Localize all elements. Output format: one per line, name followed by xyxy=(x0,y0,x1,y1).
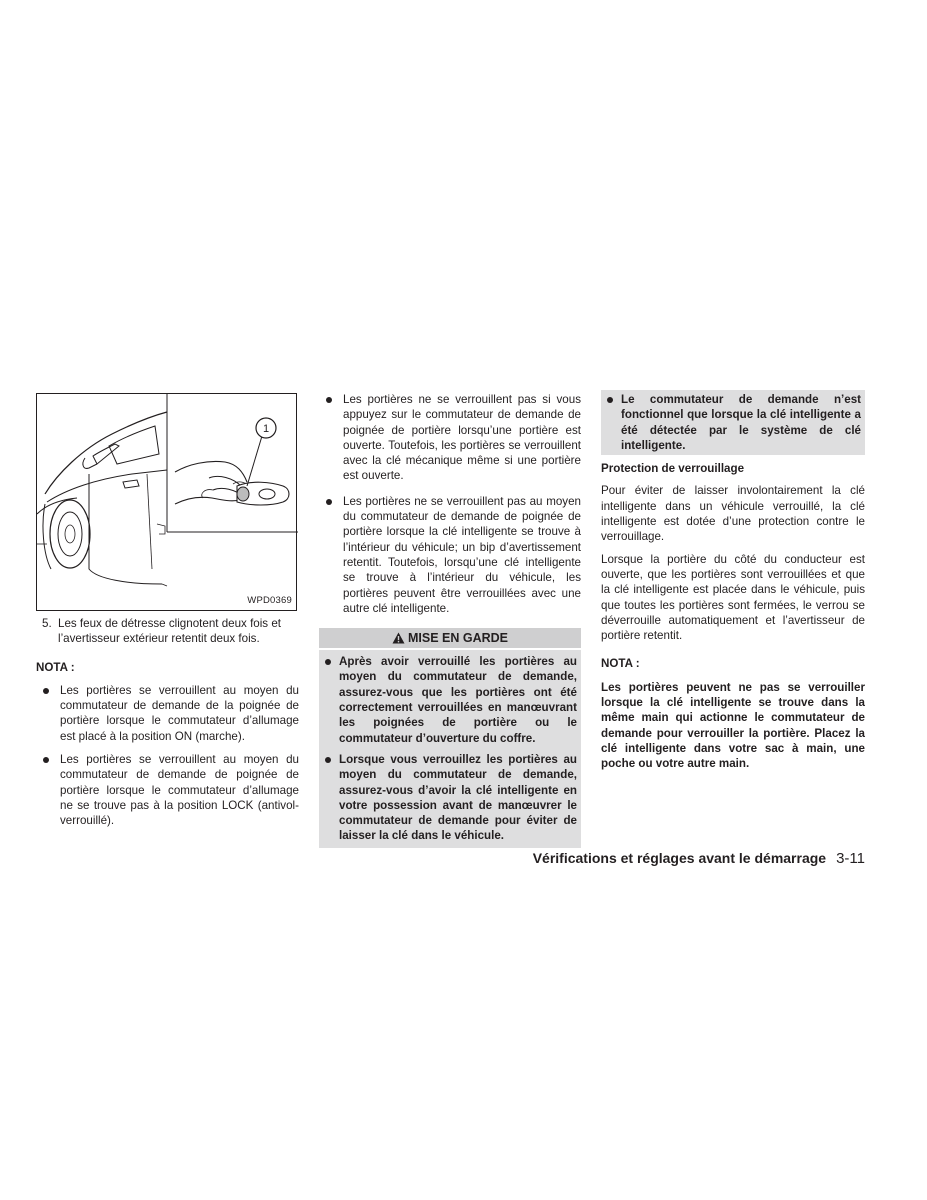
column-right xyxy=(601,390,865,772)
warning-title: MISE EN GARDE xyxy=(407,631,508,646)
column-left xyxy=(36,393,299,829)
warning-icon xyxy=(392,632,405,644)
step-5 xyxy=(36,616,299,647)
paragraph: Pour éviter de laisser involontairement la clé intelligente dans un véhicule verrouillé, la clé intelligente est dotée d’une protection contre le verrouillage. xyxy=(601,484,865,544)
list-item: Les portières se verrouillent au moyen du commutateur de demande de poignée de portière lorsque le commutateur d’allumage ne se trouve pas à la position LOCK (antivol-verrouillé). xyxy=(36,752,299,828)
note-item: Le commutateur de demande n’est fonctionnel que lorsque la clé intelligente a été détectée par le système de clé intelligente. xyxy=(601,392,861,453)
nota-text: Les portières peuvent ne pas se verrouiller lorsque la clé intelligente se trouve dans la même main qui actionne le commutateur de demande pour verrouiller la portière. Placez la clé intelligente dans votre sac à main, une poche ou votre autre main. xyxy=(601,680,865,771)
warning-title-bar xyxy=(319,628,581,648)
column-middle xyxy=(319,390,581,848)
nota-heading: NOTA : xyxy=(36,660,75,674)
car-door-handle-drawing xyxy=(37,394,298,612)
list-item: Les portières se verrouillent au moyen du commutateur de demande de la poignée de portière lorsque le commutateur d’allumage est placé à la position ON (marche). xyxy=(36,683,299,744)
protection-heading: Protection de verrouillage xyxy=(601,462,745,476)
warning-item: Lorsque vous verrouillez les portières au moyen du commutateur de demande, assurez-vous d’avoir la clé intelligente en votre possession avant de manœuvrer le commutateur de demande pour éviter de laisser la clé dans le véhicule. xyxy=(319,752,577,844)
warning-content xyxy=(319,650,581,848)
door-handle-illustration xyxy=(36,393,297,611)
nota-heading: NOTA : xyxy=(601,657,640,671)
shaded-note-box xyxy=(601,390,865,455)
figure-code: WPD0369 xyxy=(247,594,292,606)
page-number: 3-11 xyxy=(836,850,865,867)
paragraph: Lorsque la portière du côté du conducteur est ouverte, que les portières sont verrouillées et que la clé intelligente est placée dans le véhicule, puis que toutes les portières sont fermées, le verrou se déverrouille automatiquement et l’avertisseur de portière retentit. xyxy=(601,552,865,643)
step-number: 5. xyxy=(42,617,52,630)
list-item: Les portières ne se verrouillent pas au moyen du commutateur de demande de poignée de portière lorsque la clé intelligente se trouve à l’intérieur du véhicule; un bip d’avertissement retentit. Toutefois, lorsqu’une clé intelligente se trouve à l’intérieur du véhicule, les portières peuvent être verrouillées avec une autre clé intelligente. xyxy=(319,494,581,616)
warning-box xyxy=(319,628,581,848)
page-footer xyxy=(470,850,865,867)
step-text: Les feux de détresse clignotent deux fois et l’avertisseur extérieur retentit deux fois. xyxy=(58,617,281,646)
callout-label: 1 xyxy=(262,423,270,435)
section-title: Vérifications et réglages avant le démarrage xyxy=(532,850,827,866)
list-item: Les portières ne se verrouillent pas si vous appuyez sur le commutateur de demande de poignée de portière lorsqu’une portière est ouverte. Toutefois, les portières se verrouillent avec la clé mécanique même si une portière est ouverte. xyxy=(319,392,581,484)
warning-item: Après avoir verrouillé les portières au moyen du commutateur de demande, assurez-vous que les portières ont été correctement verrouillées en manœuvrant les poignées de portière ou le commutateur d’ouverture du coffre. xyxy=(319,654,577,746)
